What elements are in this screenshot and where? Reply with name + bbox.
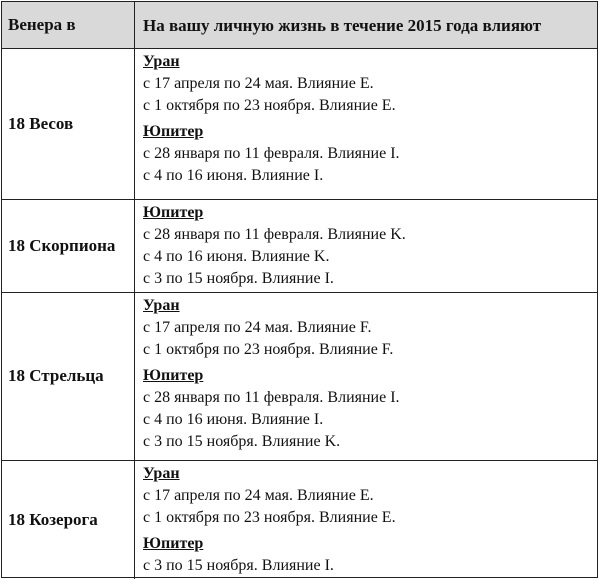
influences-cell	[135, 200, 597, 292]
influence-line: с 4 по 16 июня. Влияние I.	[143, 167, 324, 184]
influences-cell	[135, 293, 597, 460]
influence-line: с 17 апреля по 24 мая. Влияние F.	[143, 319, 372, 336]
influence-line: с 3 по 15 ноября. Влияние K.	[143, 433, 341, 450]
influence-line: с 17 апреля по 24 мая. Влияние E.	[143, 487, 374, 504]
influences-cell	[135, 461, 597, 579]
table-row	[2, 461, 597, 579]
table-row	[2, 200, 597, 293]
header-left-cell: Венера в	[2, 2, 135, 48]
influence-line: с 28 января по 11 февраля. Влияние K.	[143, 226, 406, 243]
planet-name: Уран	[143, 53, 180, 70]
influence-line: с 28 января по 11 февраля. Влияние I.	[143, 145, 400, 162]
sign-cell: 18 Козерога	[2, 461, 135, 579]
header-right-cell: На вашу личную жизнь в течение 2015 года влияют	[143, 16, 542, 35]
planet-name: Уран	[143, 465, 180, 482]
planet-group	[143, 295, 597, 361]
table-header-row	[2, 2, 597, 49]
influence-line: с 17 апреля по 24 мая. Влияние E.	[143, 75, 374, 92]
sign-cell: 18 Весов	[2, 49, 135, 199]
planet-group	[143, 463, 597, 529]
influence-line: с 3 по 15 ноября. Влияние I.	[143, 270, 334, 287]
planet-name: Юпитер	[143, 535, 204, 552]
influence-line: с 1 октября по 23 ноября. Влияние E.	[143, 509, 396, 526]
influence-line: с 4 по 16 июня. Влияние K.	[143, 248, 330, 265]
table-row	[2, 49, 597, 200]
planet-group	[143, 121, 597, 187]
influence-line: с 1 октября по 23 ноября. Влияние F.	[143, 341, 394, 358]
astrology-table	[1, 1, 598, 578]
influence-line: с 4 по 16 июня. Влияние I.	[143, 411, 324, 428]
influence-line: с 1 октября по 23 ноября. Влияние E.	[143, 97, 396, 114]
planet-group	[143, 202, 597, 290]
table-row	[2, 293, 597, 461]
planet-group	[143, 51, 597, 117]
sign-cell: 18 Стрельца	[2, 293, 135, 460]
planet-name: Юпитер	[143, 123, 204, 140]
sign-cell: 18 Скорпиона	[2, 200, 135, 292]
planet-name: Уран	[143, 297, 180, 314]
influence-line: с 28 января по 11 февраля. Влияние I.	[143, 389, 400, 406]
influences-cell	[135, 49, 597, 199]
planet-name: Юпитер	[143, 367, 204, 384]
planet-name: Юпитер	[143, 204, 204, 221]
planet-group	[143, 365, 597, 453]
planet-group	[143, 533, 597, 577]
influence-line: с 3 по 15 ноября. Влияние I.	[143, 557, 334, 574]
